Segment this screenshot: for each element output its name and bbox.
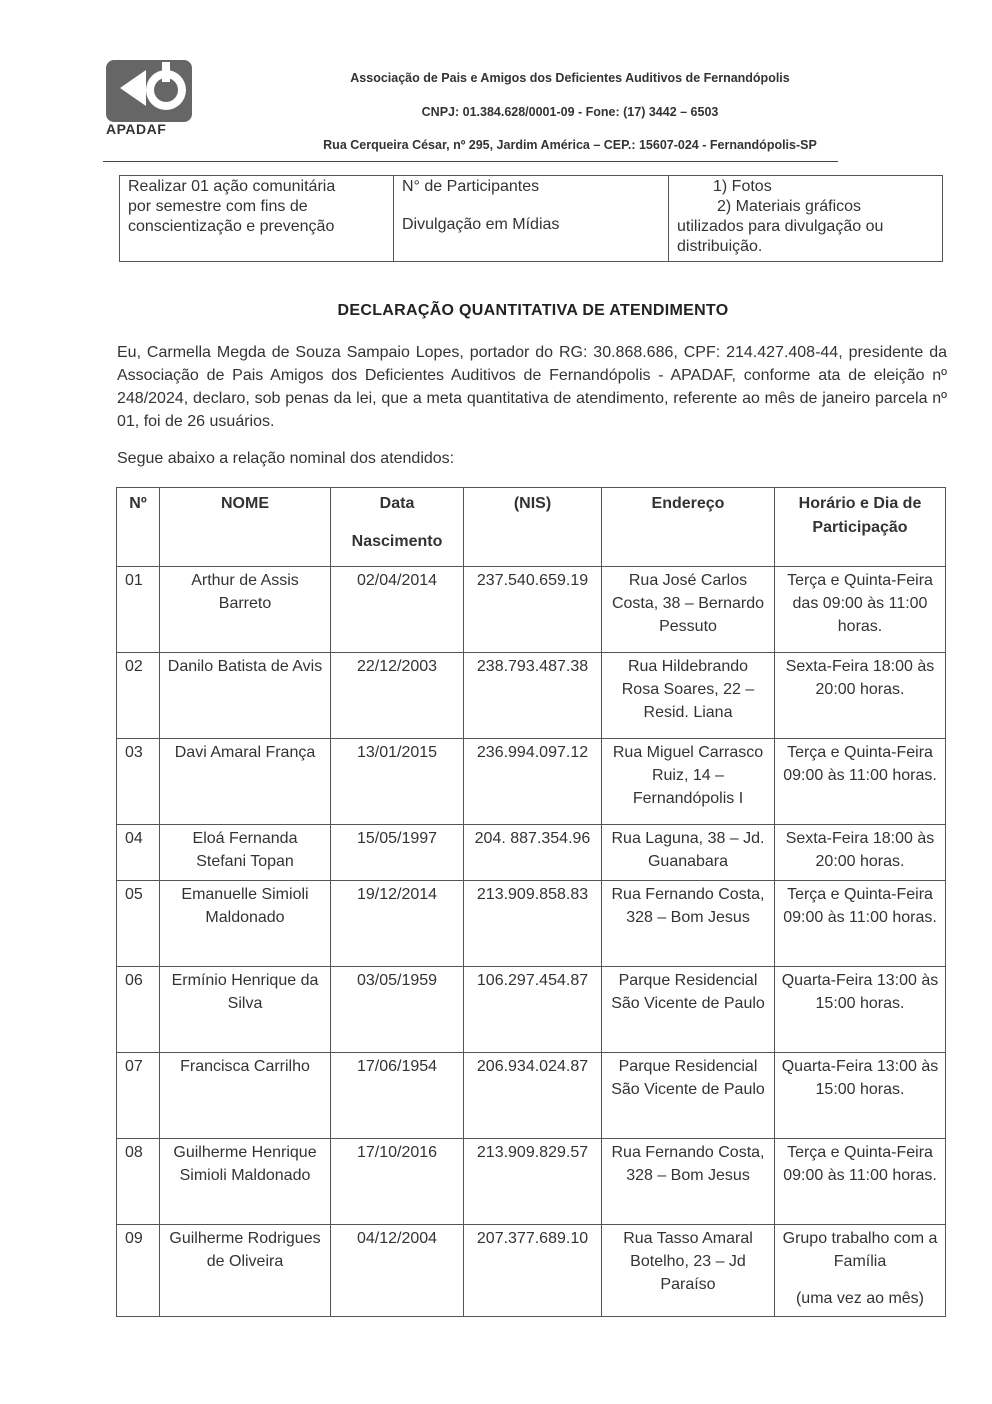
cell-num [117, 1139, 160, 1225]
num-text: 08 [125, 1144, 143, 1161]
header-data-line2: Nascimento [351, 533, 443, 550]
endereco-text: Rua Hildebrando Rosa Soares, 22 – Resid. Liana [621, 658, 755, 721]
data-text: 22/12/2003 [356, 658, 438, 675]
num-text: 06 [125, 972, 143, 989]
nome-text: Davi Amaral França [174, 744, 316, 761]
goal-cell [120, 176, 394, 262]
cell-nome [160, 1053, 331, 1139]
cell-endereco [602, 881, 775, 967]
goal-line: conscientização e prevenção [128, 218, 335, 235]
table-row [117, 653, 946, 739]
cell-horario [775, 1053, 946, 1139]
nome-text: Guilherme Henrique Simioli Maldonado [173, 1144, 317, 1184]
cell-data [331, 739, 464, 825]
num-text: 02 [125, 658, 143, 675]
header-horario: Horário e Dia de Participação [775, 488, 946, 567]
cell-nis [464, 739, 602, 825]
nis-text: 206.934.024.87 [476, 1058, 589, 1075]
evidence-line: 2) Materiais gráficos [717, 198, 862, 215]
cell-nome [160, 881, 331, 967]
cell-nome [160, 653, 331, 739]
horario-text: Terça e Quinta-Feira 09:00 às 11:00 horas. [783, 1144, 937, 1184]
cell-data [331, 1053, 464, 1139]
cell-nis [464, 825, 602, 881]
goals-table [119, 175, 943, 262]
table-row [117, 881, 946, 967]
cell-endereco [602, 825, 775, 881]
horario-extra-text: (uma vez ao mês) [795, 1290, 925, 1307]
data-text: 15/05/1997 [356, 830, 438, 847]
header-rule [103, 161, 838, 162]
nis-text: 207.377.689.10 [476, 1230, 589, 1247]
nis-text: 204. 887.354.96 [474, 830, 591, 847]
header-endereco: Endereço [602, 488, 775, 567]
indicator-line: N° de Participantes [402, 178, 540, 195]
cell-nis [464, 1053, 602, 1139]
org-address: Rua Cerqueira César, nº 295, Jardim América – CEP.: 15607-024 - Fernandópolis-SP [323, 138, 817, 152]
cell-data [331, 881, 464, 967]
cell-num [117, 881, 160, 967]
table-row [117, 825, 946, 881]
num-text: 01 [125, 572, 143, 589]
nis-text: 106.297.454.87 [476, 972, 589, 989]
cell-nis [464, 881, 602, 967]
evidence-cell [669, 176, 943, 262]
cell-num [117, 1225, 160, 1317]
endereco-text: Rua Fernando Costa, 328 – Bom Jesus [611, 886, 765, 926]
table-row [117, 967, 946, 1053]
nome-text: Francisca Carrilho [180, 1058, 310, 1075]
data-text: 17/10/2016 [356, 1144, 438, 1161]
document-title: DECLARAÇÃO QUANTITATIVA DE ATENDIMENTO [337, 302, 729, 319]
cell-horario [775, 967, 946, 1053]
horario-text: Quarta-Feira 13:00 às 15:00 horas. [781, 1058, 939, 1098]
cell-nis [464, 1225, 602, 1317]
cell-endereco [602, 653, 775, 739]
cell-endereco [602, 567, 775, 653]
header-num: Nº [117, 488, 160, 567]
nis-text: 213.909.858.83 [476, 886, 589, 903]
cell-endereco [602, 1225, 775, 1317]
nis-text: 238.793.487.38 [476, 658, 589, 675]
cell-nis [464, 1139, 602, 1225]
endereco-text: Rua Laguna, 38 – Jd. Guanabara [611, 830, 765, 870]
evidence-line: 1) Fotos [713, 178, 772, 195]
horario-text: Terça e Quinta-Feira 09:00 às 11:00 horas. [783, 744, 937, 784]
cell-num [117, 567, 160, 653]
list-intro: Segue abaixo a relação nominal dos atendidos: [117, 450, 455, 467]
evidence-line: utilizados para divulgação ou [677, 218, 884, 235]
data-text: 03/05/1959 [356, 972, 438, 989]
cell-num [117, 653, 160, 739]
cell-endereco [602, 967, 775, 1053]
nis-text: 237.540.659.19 [476, 572, 589, 589]
horario-text: Terça e Quinta-Feira 09:00 às 11:00 horas. [783, 886, 937, 926]
nome-text: Guilherme Rodrigues de Oliveira [169, 1230, 321, 1270]
endereco-text: Parque Residencial São Vicente de Paulo [611, 1058, 765, 1098]
cell-endereco [602, 1139, 775, 1225]
org-cnpj: CNPJ: 01.384.628/0001-09 - Fone: (17) 3442 – 6503 [421, 105, 719, 119]
header-nis: (NIS) [464, 488, 602, 567]
nome-text: Danilo Batista de Avis [167, 658, 323, 675]
cell-num [117, 1053, 160, 1139]
indicator-cell [394, 176, 669, 262]
endereco-text: Parque Residencial São Vicente de Paulo [611, 972, 765, 1012]
cell-nis [464, 967, 602, 1053]
horario-text: Quarta-Feira 13:00 às 15:00 horas. [781, 972, 939, 1012]
indicator-line: Divulgação em Mídias [402, 216, 560, 233]
num-text: 03 [125, 744, 143, 761]
nome-text: Emanuelle Simioli Maldonado [181, 886, 309, 926]
nis-text: 236.994.097.12 [476, 744, 589, 761]
endereco-text: Rua Fernando Costa, 328 – Bom Jesus [611, 1144, 765, 1184]
nome-text: Eloá Fernanda Stefani Topan [192, 830, 298, 870]
nis-text: 213.909.829.57 [476, 1144, 589, 1161]
cell-horario [775, 825, 946, 881]
table-row [117, 1139, 946, 1225]
cell-data [331, 967, 464, 1053]
logo-text: APADAF [106, 121, 167, 137]
goal-line: Realizar 01 ação comunitária [128, 178, 336, 195]
cell-nis [464, 653, 602, 739]
cell-data [331, 567, 464, 653]
endereco-text: Rua José Carlos Costa, 38 – Bernardo Pessuto [611, 572, 765, 635]
table-row [117, 1053, 946, 1139]
cell-endereco [602, 739, 775, 825]
num-text: 05 [125, 886, 143, 903]
cell-nome [160, 567, 331, 653]
horario-text: Grupo trabalho com a Família [782, 1230, 938, 1270]
header-data [331, 488, 464, 567]
endereco-text: Rua Tasso Amaral Botelho, 23 – Jd Paraíso [623, 1230, 753, 1293]
horario-text: Sexta-Feira 18:00 às 20:00 horas. [785, 658, 935, 698]
num-text: 09 [125, 1230, 143, 1247]
cell-horario [775, 653, 946, 739]
data-text: 19/12/2014 [356, 886, 438, 903]
goals-row [120, 176, 943, 262]
cell-horario [775, 1225, 946, 1317]
cell-data [331, 1225, 464, 1317]
cell-data [331, 1139, 464, 1225]
table-row [117, 567, 946, 653]
table-row [117, 739, 946, 825]
cell-horario [775, 739, 946, 825]
nome-text: Ermínio Henrique da Silva [171, 972, 319, 1012]
org-name: Associação de Pais e Amigos dos Deficientes Auditivos de Fernandópolis [350, 71, 790, 85]
cell-nome [160, 1225, 331, 1317]
data-text: 13/01/2015 [356, 744, 438, 761]
data-text: 17/06/1954 [356, 1058, 438, 1075]
table-header-row [117, 488, 946, 567]
cell-horario [775, 881, 946, 967]
cell-horario [775, 1139, 946, 1225]
cell-nis [464, 567, 602, 653]
data-text: 02/04/2014 [356, 572, 438, 589]
cell-endereco [602, 1053, 775, 1139]
attendees-table [116, 487, 946, 1317]
cell-nome [160, 1139, 331, 1225]
cell-nome [160, 825, 331, 881]
cell-num [117, 825, 160, 881]
table-row [117, 1225, 946, 1317]
header-nome: NOME [160, 488, 331, 567]
cell-num [117, 967, 160, 1053]
declaration-paragraph: Eu, Carmella Megda de Souza Sampaio Lopes, portador do RG: 30.868.686, CPF: 214.427.408-44, presidente da Associação de Pais Amigos dos Deficientes Auditivos de Fernandópolis - APADAF, conforme ata de eleição nº 248/2024, declaro, sob penas da lei, que a meta quantitativa de atendimento, referente ao mês de janeiro parcela nº 01, foi de 26 usuários. [117, 344, 947, 430]
header-data-line1: Data [379, 495, 415, 512]
evidence-line: distribuição. [677, 238, 763, 255]
cell-nome [160, 967, 331, 1053]
horario-text: Terça e Quinta-Feira das 09:00 às 11:00 horas. [787, 572, 933, 635]
endereco-text: Rua Miguel Carrasco Ruiz, 14 – Fernandópolis I [612, 744, 764, 807]
cell-data [331, 825, 464, 881]
cell-data [331, 653, 464, 739]
data-text: 04/12/2004 [356, 1230, 438, 1247]
num-text: 07 [125, 1058, 143, 1075]
cell-horario [775, 567, 946, 653]
horario-text: Sexta-Feira 18:00 às 20:00 horas. [785, 830, 935, 870]
nome-text: Arthur de Assis Barreto [191, 572, 299, 612]
cell-nome [160, 739, 331, 825]
cell-num [117, 739, 160, 825]
goal-line: por semestre com fins de [128, 198, 308, 215]
num-text: 04 [125, 830, 143, 847]
